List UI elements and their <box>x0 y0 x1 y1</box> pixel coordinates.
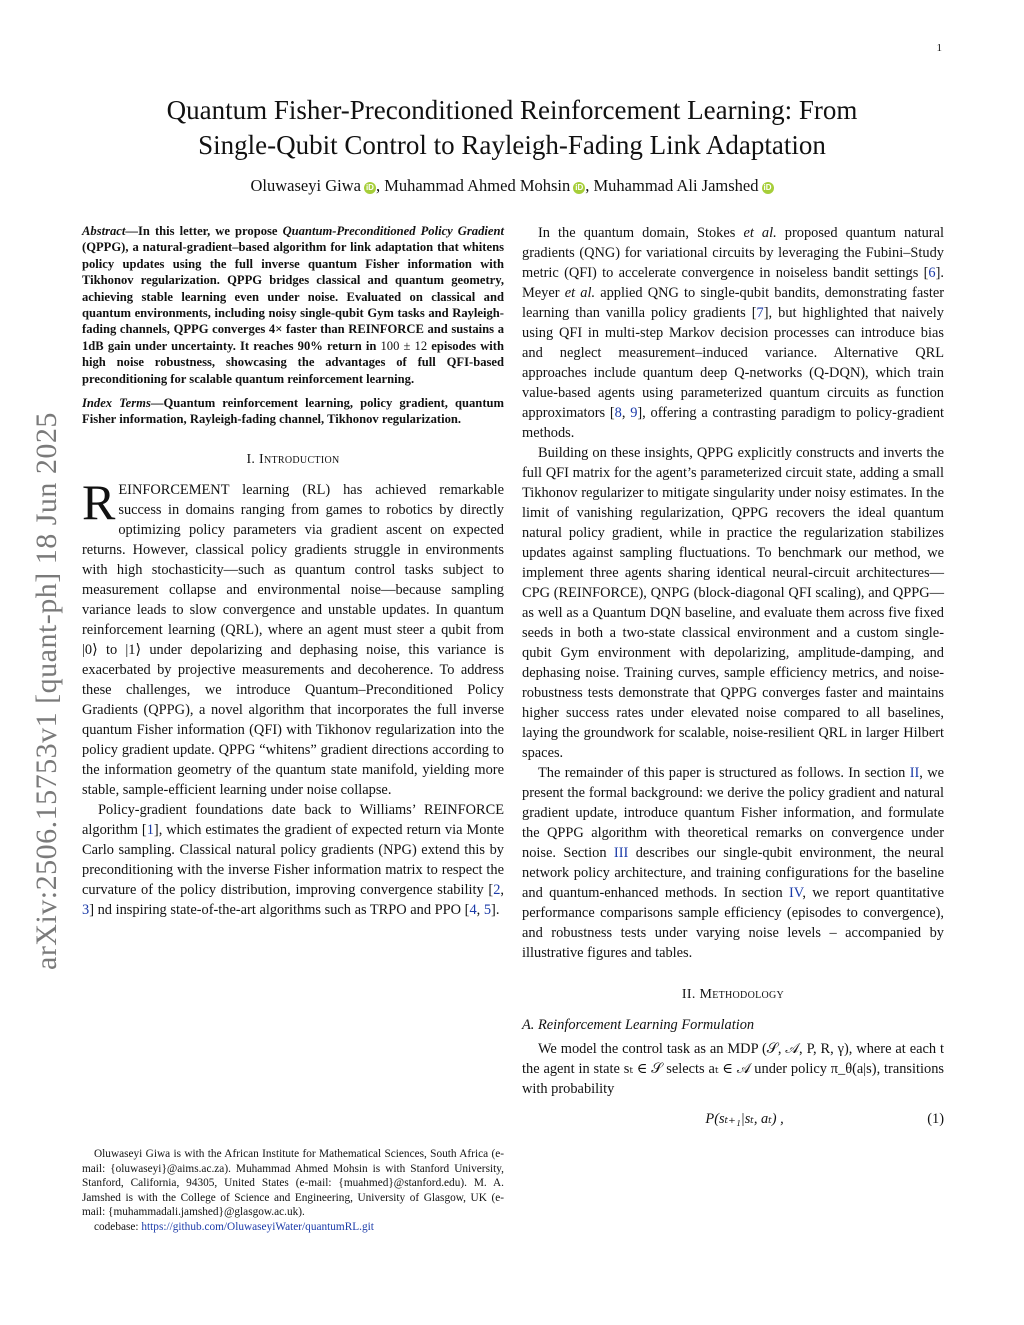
index-terms <box>82 395 504 428</box>
citation-link[interactable]: 8 <box>614 405 622 421</box>
orcid-icon[interactable]: iD <box>763 183 772 192</box>
author-3: Muhammad Ali Jamshed <box>593 176 759 195</box>
arxiv-stamp <box>14 320 74 980</box>
arxiv-stamp-text: arXiv:2506.15753v1 [quant-ph] 18 Jun 2025 <box>30 412 63 970</box>
abstract-label: Abstract <box>82 224 126 238</box>
right-text-1d: applied QNG to single-qubit bandits, demonstrating faster learning than vanilla policy gradients [ <box>522 285 945 321</box>
abstract-dash: — <box>125 224 138 238</box>
right-text-3c: describes our single-qubit environment, the neural network policy architecture, and training configurations for the baseline and quantum-enhanced methods. In section <box>522 845 944 901</box>
equation-number: (1) <box>927 1111 944 1127</box>
codebase-label: codebase: <box>94 1220 142 1233</box>
intro-text-2c: ] nd inspiring state-of-the-art algorithms such as TRPO and PPO [ <box>89 901 470 918</box>
drop-cap: R <box>82 473 116 530</box>
intro-text-2b: ], which estimates the gradient of expected return via Monte Carlo sampling. Classical natural policy gradients (NPG) extend this by preconditioning with the inverse Fisher information matrix to respect the curvature of the policy distribution, improving convergence stability [ <box>82 821 504 898</box>
abstract-text-1: In this letter, we propose <box>137 224 283 238</box>
citation-link[interactable]: 3 <box>82 901 90 918</box>
section-heading-methodology: II. Methodology <box>681 987 785 1002</box>
footnote <box>82 1147 504 1235</box>
citation-link[interactable]: 7 <box>756 305 764 321</box>
right-text-3d: , we report quantitative performance comparisons sample efficiency (episodes to convergence), and robustness tests under varying noise levels – accompanied by illustrative figures and tables. <box>522 885 944 961</box>
section-link[interactable]: III <box>613 845 629 861</box>
right-paragraph-2: Building on these insights, QPPG explicitly constructs and inverts the full QFI matrix for the agent’s parameterized circuit state, adding a small Tikhonov regularizer to mitigate singularity under noisy estimates. In the limit of vanishing regularization, QPPG recovers the ideal quantum natural policy gradient, while in practice the regularization stabilizes updates against sampling fluctuations. To benchmark our method, we implement three agents sharing identical neural-circuit architectures—CPG (REINFORCE), QNPG (block-diagonal QFI scaling), and QPPG—as well as a Quantum DQN baseline, and evaluate them across five fixed seeds in both a two-state classical environment and a custom single-qubit Gym environment with depolarizing, amplitude-damping, and dephasing noise. Training curves, sample efficiency metrics, and noise-robustness tests demonstrate that QPPG converges faster and maintains higher success rates under elevated noise compared to all baselines, laying the groundwork for scalable, noise-resilient QRL in larger Hilbert spaces. <box>522 445 944 761</box>
right-text-1a: In the quantum domain, Stokes <box>538 225 744 241</box>
right-text-1e: ], but highlighted that naively using QFI in multi-step Markov decision processes can introduce bias and neglect measurement–induced variance. Alternative QRL approaches include quantum deep Q-networks (Q-DQN), which train value-based agents using parameterized quantum circuits as function approximators [ <box>522 305 944 421</box>
codebase-link[interactable]: https://github.com/OluwaseyiWater/quantumRL.git <box>141 1220 374 1233</box>
index-terms-text: Quantum reinforcement learning, policy gradient, quantum Fisher information, Rayleigh-fading channel, Tikhonov regularization. <box>82 396 505 427</box>
abstract-text-3: episodes with high noise robustness, showcasing the advantages of full QFI-based preconditioning for scalable quantum reinforcement learning. <box>82 338 504 386</box>
citation-link[interactable]: 6 <box>928 265 936 281</box>
abstract <box>82 223 504 387</box>
intro-text-1: EINFORCEMENT learning (RL) has achieved remarkable success in domains ranging from games to robotics by directly optimizing policy parameters via gradient ascent on expected returns. However, classical policy gradients struggle in environments with high stochasticity—such as quantum control tasks subject to measurement collapse and environmental noise—because sampling variance leads to slow convergence and unstable updates. In quantum reinforcement learning (QRL), where an agent must steer a qubit from |0⟩ to |1⟩ under depolarizing and dephasing noise, this variance is exacerbated by projective measurements and decoherence. To address these challenges, we introduce Quantum–Preconditioned Policy Gradients (QPPG), a novel algorithm that incorporates the full inverse quantum Fisher information (QFI) with Tikhonov regularization into the policy gradient update. QPPG “whitens” gradient directions according to the information geometry of the quantum state manifold, yielding more stable, sample-efficient learning under noise collapse. <box>82 481 504 798</box>
author-separator: , <box>585 176 590 195</box>
citation-link[interactable]: 4 <box>469 901 477 918</box>
citation-link[interactable]: 1 <box>146 821 154 838</box>
abstract-episodes: 100 ± 12 <box>380 338 428 353</box>
citation-separator: , <box>621 405 631 421</box>
right-text-3b: , we present the formal background: we derive the policy gradient and natural gradient update, introduce quantum Fisher information, and formulate the QPPG algorithm with theoretical remarks on convergence under noise. Section <box>522 765 944 861</box>
paper-title <box>110 93 914 163</box>
intro-text-2d: ]. <box>491 901 500 918</box>
index-terms-label: Index Terms <box>82 396 151 411</box>
algorithm-name: Quantum-Preconditioned Policy Gradient <box>282 224 504 238</box>
title-line-2: Single-Qubit Control to Rayleigh-Fading Link Adaptation <box>198 130 826 160</box>
right-paragraph-3 <box>522 763 944 963</box>
page-number: 1 <box>936 42 942 54</box>
equation-body: P(sₜ₊₁|sₜ, aₜ) , <box>705 1111 784 1127</box>
section-heading-introduction: I. Introduction <box>246 451 340 467</box>
author-2: Muhammad Ahmed Mohsin <box>384 176 571 195</box>
orcid-icon[interactable]: iD <box>365 183 374 192</box>
left-column <box>82 223 504 920</box>
intro-paragraph-1 <box>82 473 504 800</box>
equation-1 <box>522 1109 944 1129</box>
abstract-text-2: (QPPG), a natural-gradient–based algorithm for link adaptation that whitens policy updates using the full inverse quantum Fisher information with Tikhonov regularization. QPPG bridges classical and quantum geometry, achieving stable learning even under noise. Evaluated on classical and quantum environments, including noisy single-qubit Gym tasks and Rayleigh-fading channels, QPPG converges 4× faster than REINFORCE and sustains a 1dB gain under uncertainty. It reaches 90% return in <box>82 240 504 353</box>
citation-link[interactable]: 9 <box>630 405 638 421</box>
right-text-1c: ]. Meyer <box>522 265 944 301</box>
author-list <box>110 176 914 196</box>
right-paragraph-4: We model the control task as an MDP (𝒮, 𝒜, P, R, γ), where at each t the agent in state sₜ ∈ 𝒮 selects aₜ ∈ 𝒜 under policy π_θ(a|s), transitions with probability <box>522 1041 944 1097</box>
citation-separator: , <box>476 901 484 918</box>
right-text-3a: The remainder of this paper is structured as follows. In section <box>538 765 910 781</box>
right-text-1b: proposed quantum natural gradients (QNG) for variational circuits by leveraging the Fubini–Study metric (QFI) to accelerate convergence in noiseless bandit settings [ <box>522 225 944 281</box>
footnote-codebase <box>82 1220 504 1235</box>
right-column <box>522 223 944 1129</box>
index-terms-dash: — <box>150 396 164 411</box>
intro-text-2a: Policy-gradient foundations date back to Williams’ REINFORCE algorithm [ <box>82 801 504 838</box>
citation-separator: , <box>500 881 504 898</box>
citation-link[interactable]: 2 <box>493 881 501 898</box>
title-line-1: Quantum Fisher-Preconditioned Reinforcement Learning: From <box>166 95 858 125</box>
right-text-1f: ], offering a contrasting paradigm to policy-gradient methods. <box>522 405 945 441</box>
section-link[interactable]: II <box>909 765 920 781</box>
citation-link[interactable]: 5 <box>483 901 492 918</box>
footnote-affiliations: Oluwaseyi Giwa is with the African Institute for Mathematical Sciences, South Africa (e-mail: {oluwaseyi}@aims.ac.za). Muhammad Ahmed Mohsin is with Stanford University, Stanford, California, 94305, United States (e-mail: {muahmed}@stanford.edu). M. A. Jamshed is with the College of Science and Engineering, University of Glasgow, UK (e-mail: {muhammadali.jamshed}@glasgow.ac.uk). <box>82 1148 504 1219</box>
subsection-heading: A. Reinforcement Learning Formulation <box>522 1017 755 1033</box>
et-al: et al. <box>743 225 777 241</box>
author-1: Oluwaseyi Giwa <box>250 176 361 195</box>
et-al: et al. <box>564 285 596 301</box>
right-paragraph-1 <box>522 223 944 443</box>
author-separator: , <box>375 176 381 195</box>
orcid-icon[interactable]: iD <box>575 183 584 192</box>
section-link[interactable]: IV <box>789 885 803 901</box>
intro-paragraph-2 <box>82 800 504 920</box>
